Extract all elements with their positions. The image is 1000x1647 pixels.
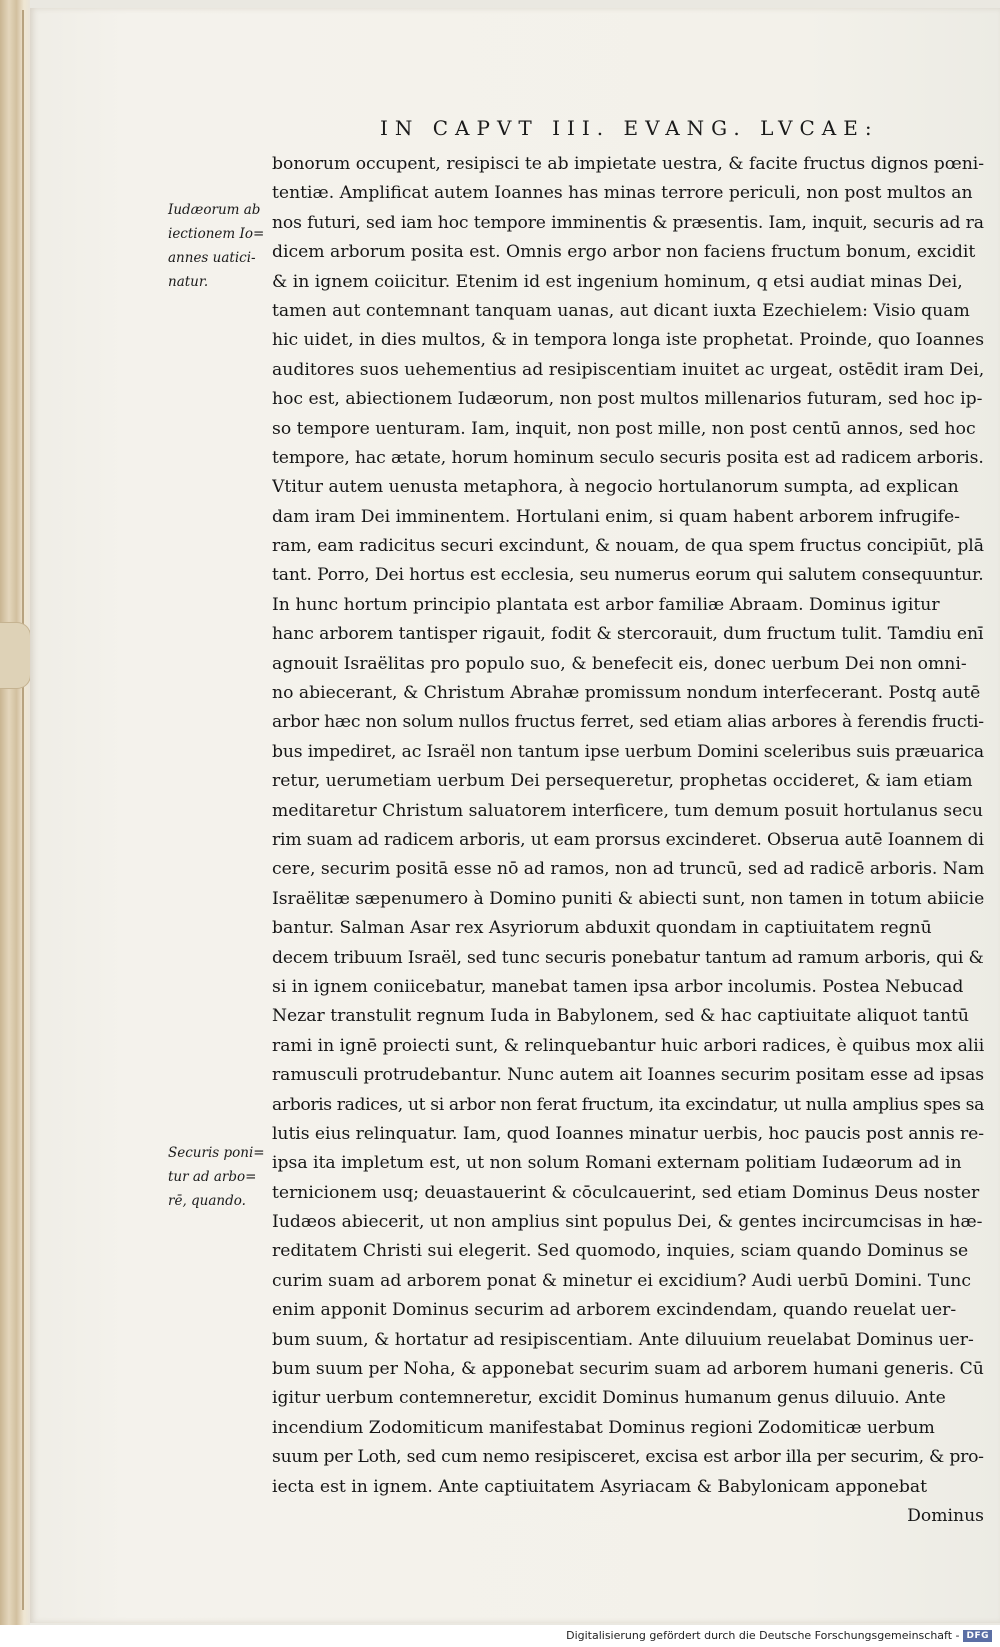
text-line: ram, eam radicitus securi excindunt, & nouam, de qua spem fructus concipiūt, plā <box>272 536 984 557</box>
text-line: nos futuri, sed iam hoc tempore imminentis & præsentis. Iam, inquit, securis ad ra <box>272 212 984 233</box>
credit-text: Digitalisierung gefördert durch die Deutsche Forschungsgemeinschaft - <box>566 1629 960 1642</box>
text-line: rami in ignē proiecti sunt, & relinquebantur huic arbori radices, è quibus mox alii <box>272 1035 984 1056</box>
margin-note-line: Iudæorum ab <box>168 202 261 218</box>
book-binding <box>0 0 30 1625</box>
text-line: bum suum, & hortatur ad resipiscentiam. Ante diluuium reuelabat Dominus uer- <box>272 1329 974 1350</box>
text-line: suum per Loth, sed cum nemo resipisceret, excisa est arbor illa per securim, & pro- <box>272 1447 984 1468</box>
text-line: no abiecerant, & Christum Abrahæ promissum nondum interfecerant. Postq autē <box>272 683 981 704</box>
text-line: auditores suos uehementius ad resipiscentiam inuitet ac urgeat, ostēdit iram Dei, <box>272 359 984 380</box>
text-line: so tempore uenturam. Iam, inquit, non post mille, non post centū annos, sed hoc <box>272 418 976 439</box>
text-line: ipsa ita impletum est, ut non solum Romani externam politiam Iudæorum ad in <box>272 1153 962 1174</box>
text-line: bus impediret, ac Israël non tantum ipse uerbum Domini sceleribus suis præuarica <box>272 741 984 762</box>
text-line: igitur uerbum contemneretur, excidit Dominus humanum genus diluuio. Ante <box>272 1388 946 1409</box>
text-line: Vtitur autem uenusta metaphora, à negocio hortulanorum sumpta, ad explican <box>272 477 959 498</box>
running-head: IN CAPVT III. EVANG. LVCAE: <box>380 116 879 140</box>
text-line: bantur. Salman Asar rex Asyriorum abduxit quondam in captiuitatem regnū <box>272 918 932 939</box>
catchword: Dominus <box>907 1505 984 1526</box>
text-line: decem tribuum Israël, sed tunc securis ponebatur tantum ad ramum arboris, qui & <box>272 947 984 968</box>
text-line: arbor hæc non solum nullos fructus ferret, sed etiam alias arbores à ferendis fructi- <box>272 712 984 733</box>
text-line: hoc est, abiectionem Iudæorum, non post multos millenarios futuram, sed hoc ip- <box>272 389 983 410</box>
text-line: arboris radices, ut si arbor non ferat fructum, ita excindatur, ut nulla amplius spes sa <box>272 1094 984 1115</box>
margin-note-line: iectionem Io= <box>168 226 265 242</box>
page-tab <box>0 622 31 689</box>
margin-note-line: natur. <box>168 274 209 290</box>
margin-note-line: tur ad arbo= <box>168 1169 257 1185</box>
text-line: dicem arborum posita est. Omnis ergo arbor non faciens fructum bonum, excidit <box>272 242 976 263</box>
text-line: tant. Porro, Dei hortus est ecclesia, seu numerus eorum qui salutem consequuntur. <box>272 565 984 586</box>
text-line: rim suam ad radicem arboris, ut eam prorsus excinderet. Obserua autē Ioannem di <box>272 829 984 850</box>
dfg-logo: DFG <box>963 1630 992 1642</box>
text-line: & in ignem coiicitur. Etenim id est ingenium hominum, q etsi audiat minas Dei, <box>272 271 963 292</box>
margin-note-line: Securis poni= <box>168 1145 265 1161</box>
text-line: meditaretur Christum saluatorem interficere, tum demum posuit hortulanus secu <box>272 800 983 821</box>
text-line: hanc arborem tantisper rigauit, fodit & stercorauit, dum fructum tulit. Tamdiu enī <box>272 624 984 645</box>
text-line: ternicionem usq; deuastauerint & cōculcauerint, sed etiam Dominus Deus noster <box>272 1182 980 1203</box>
text-line: tempore, hac ætate, horum hominum seculo securis posita est ad radicem arboris. <box>272 447 984 468</box>
text-line: hic uidet, in dies multos, & in tempora longa iste prophetat. Proinde, quo Ioannes <box>272 330 984 351</box>
text-line: dam iram Dei imminentem. Hortulani enim, si quam habent arborem infrugife- <box>272 506 960 527</box>
margin-note-line: rē, quando. <box>168 1193 246 1209</box>
text-line: enim apponit Dominus securim ad arborem excindendam, quando reuelat uer- <box>272 1300 957 1321</box>
text-line: cere, securim positā esse nō ad ramos, non ad truncū, sed ad radicē arboris. Nam <box>272 859 984 880</box>
text-line: incendium Zodomiticum manifestabat Dominus regioni Zodomiticæ uerbum <box>272 1417 935 1438</box>
text-line: In hunc hortum principio plantata est arbor familiæ Abraam. Dominus igitur <box>272 594 940 615</box>
binding-edge <box>22 10 24 1610</box>
text-line: retur, uerumetiam uerbum Dei persequeretur, prophetas occideret, & iam etiam <box>272 771 973 792</box>
text-line: Israëlitæ sæpenumero à Domino puniti & abiecti sunt, non tamen in totum abiicie <box>272 888 984 909</box>
text-line: reditatem Christi sui elegerit. Sed quomodo, inquies, sciam quando Dominus se <box>272 1241 969 1262</box>
text-line: Iudæos abiecerit, ut non amplius sint populus Dei, & gentes incircumcisas in hæ- <box>272 1212 983 1233</box>
text-line: lutis eius relinquatur. Iam, quod Ioannes minatur uerbis, hoc paucis post annis re- <box>272 1123 984 1144</box>
margin-note-line: annes uatici- <box>168 250 256 266</box>
digitization-credit <box>566 1629 992 1642</box>
text-line: Nezar transtulit regnum Iuda in Babylonem, sed & hac captiuitate aliquot tantū <box>272 1006 969 1027</box>
margin-note-securis <box>168 1141 263 1213</box>
text-line: bonorum occupent, resipisci te ab impietate uestra, & facite fructus dignos pœni- <box>272 154 984 174</box>
text-line: iecta est in ignem. Ante captiuitatem Asyriacam & Babylonicam apponebat <box>272 1476 928 1497</box>
text-line: tamen aut contemnant tanquam uanas, aut dicant iuxta Ezechielem: Visio quam <box>272 300 970 321</box>
text-line: curim suam ad arborem ponat & minetur ei excidium? Audi uerbū Domini. Tunc <box>272 1270 971 1291</box>
text-line: si in ignem coniicebatur, manebat tamen ipsa arbor incolumis. Postea Nebucad <box>272 976 964 997</box>
text-line: tentiæ. Amplificat autem Ioannes has minas terrore periculi, non post multos an <box>272 183 973 204</box>
text-line: agnouit Israëlitas pro populo suo, & benefecit eis, donec uerbum Dei non omni- <box>272 653 967 674</box>
body-text <box>272 150 984 1531</box>
margin-note-iudaeorum <box>168 198 263 294</box>
text-line: ramusculi protrudebantur. Nunc autem ait Ioannes securim positam esse ad ipsas <box>272 1065 984 1086</box>
text-line: bum suum per Noha, & apponebat securim suam ad arborem humani generis. Cū <box>272 1359 984 1380</box>
